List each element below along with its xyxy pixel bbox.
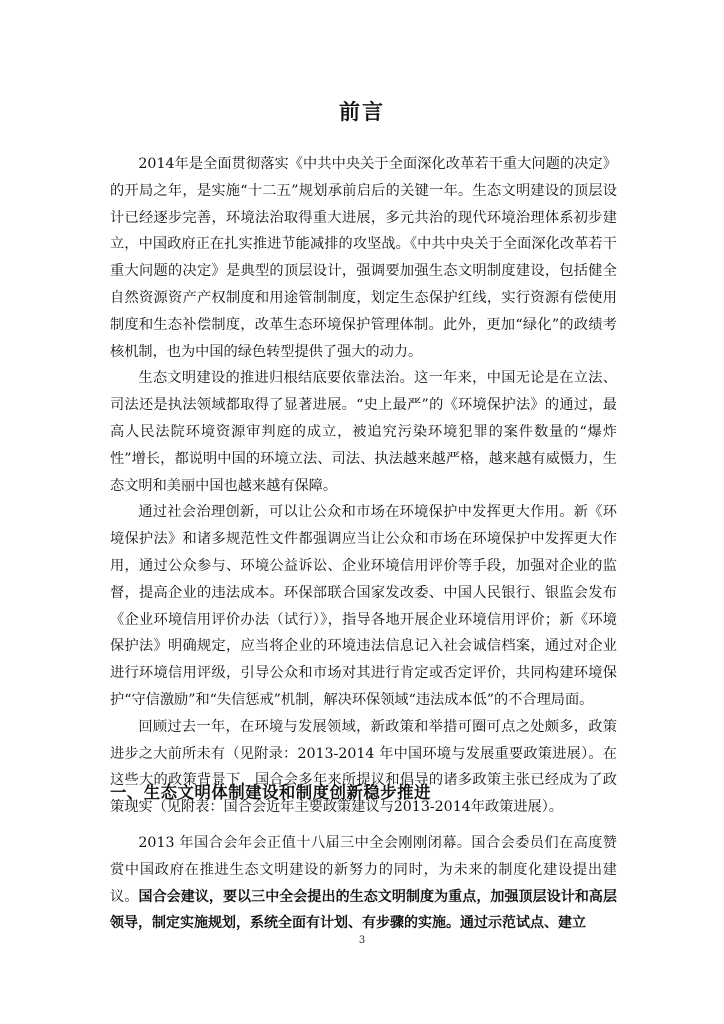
document-title: 前言 xyxy=(339,100,385,124)
section-body xyxy=(110,830,617,937)
preface-paragraph-2: 生态文明建设的推进归根结底要依靠法治。这一年来，中国无论是在立法、司法还是执法领域都取得了显著进展。“史上最严”的《环境保护法》的通过，最高人民法院环境资源审判庭的成立，被追究污染环境犯罪的案件数量的“爆炸性”增长，都说明中国的环境立法、司法、执法越来越严格，越来越有威慑力，生态文明和美丽中国也越来越有保障。 xyxy=(110,370,617,494)
section-heading: 一、生态文明体制建设和制度创新稳步推进 xyxy=(110,783,431,802)
preface-body xyxy=(110,151,617,821)
preface-paragraph-1: 2014年是全面贯彻落实《中共中央关于全面深化改革若干重大问题的决定》的开局之年，是实施“十二五”规划承前启后的关键一年。生态文明建设的顶层设计已经逐步完善，环境法治取得重大进展，多元共治的现代环境治理体系初步建立，中国政府正在扎实推进节能减排的攻坚战。《中共中央关于全面深化改革若干重大问题的决定》是典型的顶层设计，强调要加强生态文明制度建设，包括健全自然资源资产产权制度和用途管制制度，划定生态保护红线，实行资源有偿使用制度和生态补偿制度，改革生态环境保护管理体制。此外，更加“绿化”的政绩考核机制，也为中国的绿色转型提供了强大的动力。 xyxy=(110,156,617,360)
section-intro-text: 2013 年国合会年会正值十八届三中全会刚刚闭幕。国合会委员们在高度赞赏中国政府在推进生态文明建设的新努力的同时，为未来的制度化建设提出建议。 xyxy=(110,835,617,905)
page-number: 3 xyxy=(358,935,366,946)
preface-paragraph-3: 通过社会治理创新，可以让公众和市场在环境保护中发挥更大作用。新《环境保护法》和诸多规范性文件都强调应当让公众和市场在环境保护中发挥更大作用，通过公众参与、环境公益诉讼、企业环境信用评价等手段，加强对企业的监督，提高企业的违法成本。环保部联合国家发改委、中国人民银行、银监会发布《企业环境信用评价办法（试行）》，指导各地开展企业环境信用评价；新《环境保护法》明确规定，应当将企业的环境违法信息记入社会诚信档案，通过对企业进行环境信用评级，引导公众和市场对其进行肯定或否定评价，共同构建环境保护“守信激励”和“失信惩戒”机制，解决环保领域“违法成本低”的不合理局面。 xyxy=(110,504,617,708)
preface-paragraph-4: 回顾过去一年，在环境与发展领域，新政策和举措可圈可点之处颇多，政策进步之大前所未有（见附录：2013-2014 年中国环境与发展重要政策进展）。在这些大的政策背景下，国合会多年来所提议和倡导的诸多政策主张已经成为了政策现实（见附表：国合会近年主要政策建议与2013-2014年政策进展）。 xyxy=(110,718,617,816)
section-bold-text: 国合会建议，要以三中全会提出的生态文明制度为重点，加强顶层设计和高层领导，制定实施规划，系统全面有计划、有步骤的实施。通过示范试点、建立 xyxy=(110,888,617,932)
section-paragraph xyxy=(110,830,617,937)
